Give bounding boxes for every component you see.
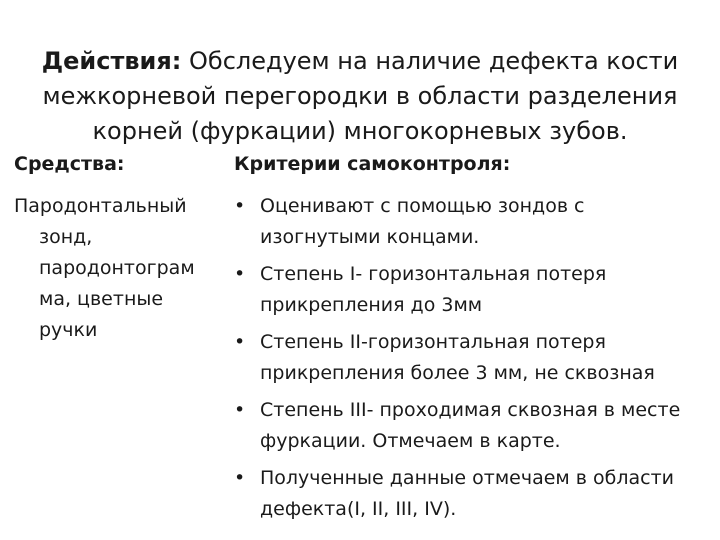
criteria-item (234, 327, 704, 389)
criteria-item-text: Степень II-горизонтальная потеря прикрепления более 3 мм, не сквозная (260, 331, 655, 384)
criteria-item-text: Оценивают с помощью зондов с изогнутыми концами. (260, 195, 585, 248)
bullet-icon: • (234, 331, 246, 353)
tools-line: Пародонтальный (14, 195, 187, 217)
criteria-item-text: Полученные данные отмечаем в области дефекта(I, II, III, IV). (260, 467, 675, 520)
tools-heading: Средства: (14, 153, 125, 175)
criteria-item (234, 191, 704, 253)
tools-line: ручки (39, 319, 98, 341)
bullet-icon: • (234, 467, 246, 489)
criteria-heading: Критерии самоконтроля: (234, 153, 511, 175)
tools-line: пародонтограм (39, 257, 195, 279)
tools-line: ма, цветные (39, 288, 164, 310)
criteria-list (234, 191, 704, 531)
bullet-icon: • (234, 399, 246, 421)
tools-line: зонд, (39, 226, 93, 248)
criteria-item (234, 395, 704, 457)
tools-text (14, 191, 229, 346)
bullet-icon: • (234, 263, 246, 285)
criteria-item-text: Степень III- проходимая сквозная в месте фуркации. Отмечаем в карте. (260, 399, 681, 452)
bullet-icon: • (234, 195, 246, 217)
criteria-item (234, 463, 704, 525)
title-text: Обследуем на наличие дефекта кости межкорневой перегородки в области разделения корней (фуркации) многокорневых зубов. (42, 47, 679, 145)
criteria-item-text: Степень I- горизонтальная потеря прикрепления до 3мм (260, 263, 607, 316)
slide-title (30, 44, 690, 149)
criteria-item (234, 259, 704, 321)
title-lead: Действия: (41, 47, 182, 75)
